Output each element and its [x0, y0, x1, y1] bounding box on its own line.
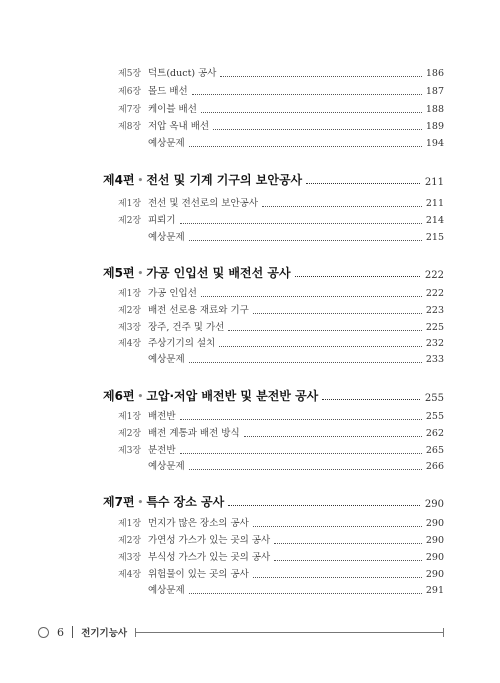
dot-leader	[274, 543, 422, 544]
chapter-title: 장주, 건주 및 가선	[148, 322, 225, 333]
chapter-number: 제2장	[118, 216, 142, 226]
part-heading	[103, 490, 444, 510]
chapter-title: 배전 계통과 배전 방식	[148, 428, 240, 439]
page-number: 222	[424, 270, 444, 281]
page-number: 232	[425, 338, 444, 349]
page-number: 290	[424, 499, 444, 510]
chapter-number: 제2장	[118, 536, 142, 546]
page-number: 290	[425, 535, 444, 546]
toc-entry	[118, 441, 444, 457]
dot-leader	[228, 505, 420, 506]
dot-leader	[322, 399, 420, 400]
chapter-title: 부식성 가스가 있는 곳의 공사	[148, 552, 271, 563]
dot-leader	[253, 577, 422, 578]
page-number: 290	[425, 518, 444, 529]
chapter-title: 전선 및 전선로의 보안공사	[148, 198, 259, 209]
toc-entry-exercises	[148, 228, 444, 244]
page-number: 225	[425, 322, 444, 333]
toc-entry	[118, 100, 444, 116]
toc-entry	[118, 82, 444, 98]
toc-entry-exercises	[148, 350, 444, 366]
chapter-number: 제2장	[118, 429, 142, 439]
chapter-title: 가연성 가스가 있는 곳의 공사	[148, 535, 271, 546]
dot-leader	[213, 129, 422, 130]
dot-leader	[253, 313, 422, 314]
page-number: 214	[425, 215, 444, 226]
dot-leader	[189, 362, 422, 363]
toc-entry	[118, 514, 444, 530]
chapter-number: 제1장	[118, 519, 142, 529]
book-title: 전기기능사	[81, 628, 128, 639]
dot-leader	[201, 296, 422, 297]
page-number: 255	[424, 393, 444, 404]
page-number: 211	[425, 198, 444, 209]
page-number: 222	[425, 288, 444, 299]
footer-rule	[135, 632, 444, 633]
dot-leader	[189, 593, 422, 594]
page-number: 215	[425, 232, 444, 243]
chapter-title: 덕트(duct) 공사	[148, 68, 217, 79]
toc-entry-exercises	[148, 581, 444, 597]
dot-leader	[220, 76, 421, 77]
part-title: 특수 장소 공사	[146, 495, 225, 509]
dot-leader	[253, 526, 422, 527]
page-number: 211	[424, 177, 444, 188]
dot-leader	[244, 436, 422, 437]
part-number: 제5편	[103, 266, 135, 280]
toc-entry-exercises	[148, 134, 444, 150]
bullet-icon: •	[137, 176, 144, 186]
toc-entry-exercises	[148, 457, 444, 473]
chapter-number: 제2장	[118, 306, 142, 316]
chapter-number: 제3장	[118, 446, 142, 456]
chapter-number: 제1장	[118, 199, 142, 209]
chapter-number: 제4장	[118, 570, 142, 580]
chapter-title: 예상문제	[148, 461, 185, 472]
chapter-number: 제6장	[118, 87, 142, 97]
toc-entry	[118, 318, 444, 334]
page-number: 187	[425, 86, 444, 97]
chapter-title: 몰드 배선	[148, 86, 188, 97]
part-heading	[103, 384, 444, 404]
circle-icon	[38, 627, 49, 638]
page-number: 265	[425, 445, 444, 456]
page-number: 262	[425, 428, 444, 439]
toc-entry	[118, 194, 444, 210]
chapter-number: 제5장	[118, 69, 142, 79]
chapter-title: 주상기기의 설치	[148, 338, 216, 349]
dot-leader	[228, 330, 422, 331]
footer-divider	[72, 626, 73, 638]
chapter-title: 가공 인입선	[148, 288, 197, 299]
chapter-number: 제1장	[118, 289, 142, 299]
chapter-title: 배전반	[148, 411, 176, 422]
page-number: 194	[425, 138, 444, 149]
part-title: 전선 및 기계 기구의 보안공사	[146, 173, 303, 187]
dot-leader	[219, 346, 422, 347]
bullet-icon: •	[137, 392, 144, 402]
chapter-title: 예상문제	[148, 138, 185, 149]
chapter-title: 위험물이 있는 곳의 공사	[148, 569, 249, 580]
chapter-number: 제4장	[118, 339, 142, 349]
chapter-title: 예상문제	[148, 354, 185, 365]
toc-entry	[118, 117, 444, 133]
dot-leader	[274, 560, 422, 561]
page-number: 255	[425, 411, 444, 422]
toc-entry	[118, 301, 444, 317]
dot-leader	[201, 112, 422, 113]
part-title: 가공 인입선 및 배전선 공사	[146, 266, 291, 280]
part-title: 고압·저압 배전반 및 분전반 공사	[146, 389, 319, 403]
page-number: 291	[425, 585, 444, 596]
footer-page-number: 6	[57, 625, 64, 639]
toc-entry	[118, 548, 444, 564]
page-number: 189	[425, 121, 444, 132]
chapter-number: 제3장	[118, 323, 142, 333]
toc-entry	[118, 334, 444, 350]
page-number: 290	[425, 569, 444, 580]
dot-leader	[180, 453, 422, 454]
chapter-number: 제7장	[118, 105, 142, 115]
part-number: 제4편	[103, 173, 135, 187]
dot-leader	[295, 276, 420, 277]
toc-entry	[118, 284, 444, 300]
dot-leader	[189, 146, 422, 147]
toc-entry	[118, 424, 444, 440]
chapter-number: 제8장	[118, 122, 142, 132]
page-number: 290	[425, 552, 444, 563]
toc-entry	[118, 407, 444, 423]
dot-leader	[180, 223, 422, 224]
toc-entry	[118, 64, 444, 80]
chapter-title: 예상문제	[148, 585, 185, 596]
dot-leader	[189, 469, 422, 470]
part-number: 제7편	[103, 495, 135, 509]
page-number: 233	[425, 354, 444, 365]
dot-leader	[180, 419, 422, 420]
page-number: 223	[425, 305, 444, 316]
chapter-title: 먼지가 많은 장소의 공사	[148, 518, 249, 529]
chapter-number: 제1장	[118, 412, 142, 422]
chapter-title: 피뢰기	[148, 215, 176, 226]
page-number: 266	[425, 461, 444, 472]
part-heading	[103, 168, 444, 188]
part-number: 제6편	[103, 389, 135, 403]
chapter-title: 케이블 배선	[148, 104, 197, 115]
part-heading	[103, 261, 444, 281]
dot-leader	[306, 183, 420, 184]
chapter-title: 배전 선로용 재료와 기구	[148, 305, 249, 316]
toc-entry	[118, 565, 444, 581]
chapter-title: 저압 옥내 배선	[148, 121, 210, 132]
toc-entry	[118, 531, 444, 547]
dot-leader	[262, 206, 422, 207]
dot-leader	[189, 240, 422, 241]
bullet-icon: •	[137, 269, 144, 279]
page-number: 186	[425, 68, 444, 79]
bullet-icon: •	[137, 498, 144, 508]
page-number: 188	[425, 104, 444, 115]
chapter-title: 예상문제	[148, 232, 185, 243]
toc-entry	[118, 211, 444, 227]
chapter-number: 제3장	[118, 553, 142, 563]
dot-leader	[192, 94, 422, 95]
page-footer	[38, 624, 444, 640]
chapter-title: 분전반	[148, 445, 176, 456]
